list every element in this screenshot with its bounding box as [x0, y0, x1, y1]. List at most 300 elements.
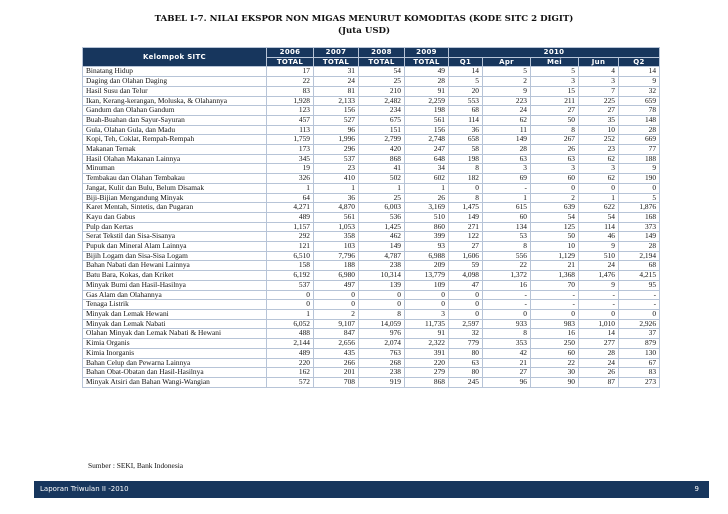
- value-cell: 28: [579, 348, 619, 358]
- table-row: [83, 145, 660, 155]
- value-cell: 220: [405, 358, 449, 368]
- value-cell: 24: [579, 261, 619, 271]
- value-cell: -: [619, 290, 660, 300]
- value-cell: 9: [619, 77, 660, 87]
- value-cell: 37: [619, 329, 660, 339]
- value-cell: 6,192: [267, 271, 314, 281]
- commodity-name: Serat Tekstil dan Sisa-Sisanya: [83, 232, 267, 242]
- table-row: [83, 125, 660, 135]
- header-sub: Mei: [531, 57, 579, 67]
- value-cell: 1: [267, 183, 314, 193]
- value-cell: -: [579, 300, 619, 310]
- value-cell: 279: [405, 368, 449, 378]
- value-cell: 2,597: [449, 319, 483, 329]
- value-cell: 0: [449, 309, 483, 319]
- value-cell: 250: [531, 339, 579, 349]
- commodity-name: Buah-Buahan dan Sayur-Sayuran: [83, 115, 267, 125]
- value-cell: 4,271: [267, 203, 314, 213]
- value-cell: 9,107: [314, 319, 359, 329]
- value-cell: 156: [405, 125, 449, 135]
- value-cell: 3: [531, 164, 579, 174]
- value-cell: 190: [619, 174, 660, 184]
- value-cell: 234: [359, 106, 405, 116]
- value-cell: 50: [531, 115, 579, 125]
- value-cell: 536: [359, 212, 405, 222]
- value-cell: 8: [483, 329, 531, 339]
- value-cell: 639: [531, 203, 579, 213]
- table-title: [0, 13, 728, 37]
- value-cell: 6,510: [267, 251, 314, 261]
- value-cell: 182: [449, 174, 483, 184]
- value-cell: 173: [267, 145, 314, 155]
- value-cell: 27: [449, 242, 483, 252]
- value-cell: 8: [483, 242, 531, 252]
- value-cell: 1,475: [449, 203, 483, 213]
- value-cell: 96: [483, 377, 531, 387]
- value-cell: 10: [579, 125, 619, 135]
- table-row: [83, 290, 660, 300]
- value-cell: 1: [314, 183, 359, 193]
- value-cell: 8: [359, 309, 405, 319]
- table-row: [83, 115, 660, 125]
- value-cell: 238: [359, 368, 405, 378]
- value-cell: 209: [405, 261, 449, 271]
- value-cell: 345: [267, 154, 314, 164]
- value-cell: 32: [619, 86, 660, 96]
- value-cell: 10,314: [359, 271, 405, 281]
- value-cell: 139: [359, 280, 405, 290]
- value-cell: 537: [267, 280, 314, 290]
- value-cell: 8: [449, 164, 483, 174]
- value-cell: 21: [483, 358, 531, 368]
- value-cell: 25: [359, 77, 405, 87]
- value-cell: 54: [531, 212, 579, 222]
- commodity-name: Kimia Organis: [83, 339, 267, 349]
- value-cell: 1: [359, 183, 405, 193]
- table-row: [83, 377, 660, 387]
- value-cell: -: [483, 300, 531, 310]
- value-cell: 292: [267, 232, 314, 242]
- footer-report-title: Laporan Triwulan II -2010: [40, 485, 129, 493]
- value-cell: 134: [483, 222, 531, 232]
- value-cell: 23: [314, 164, 359, 174]
- value-cell: 879: [619, 339, 660, 349]
- value-cell: -: [531, 300, 579, 310]
- value-cell: 462: [359, 232, 405, 242]
- value-cell: 96: [314, 125, 359, 135]
- value-cell: 2: [314, 309, 359, 319]
- table-row: [83, 300, 660, 310]
- value-cell: 1: [405, 183, 449, 193]
- value-cell: 273: [619, 377, 660, 387]
- value-cell: 83: [267, 86, 314, 96]
- value-cell: 3: [483, 164, 531, 174]
- commodity-name: Pupuk dan Mineral Alam Lainnya: [83, 242, 267, 252]
- title-line-2: (Juta USD): [337, 26, 391, 36]
- value-cell: 64: [267, 193, 314, 203]
- value-cell: 168: [619, 212, 660, 222]
- value-cell: 63: [449, 358, 483, 368]
- value-cell: 103: [314, 242, 359, 252]
- value-cell: 90: [531, 377, 579, 387]
- value-cell: 80: [449, 348, 483, 358]
- footer-page-number: 9: [694, 485, 699, 493]
- value-cell: 391: [405, 348, 449, 358]
- value-cell: 675: [359, 115, 405, 125]
- value-cell: 5: [449, 77, 483, 87]
- value-cell: 933: [483, 319, 531, 329]
- value-cell: 2: [483, 77, 531, 87]
- value-cell: 602: [405, 174, 449, 184]
- value-cell: -: [619, 300, 660, 310]
- value-cell: 68: [619, 261, 660, 271]
- value-cell: 11: [483, 125, 531, 135]
- value-cell: 22: [483, 261, 531, 271]
- value-cell: 553: [449, 96, 483, 106]
- value-cell: 25: [359, 193, 405, 203]
- value-cell: 149: [359, 242, 405, 252]
- value-cell: 27: [579, 106, 619, 116]
- table-row: [83, 212, 660, 222]
- table-row: [83, 329, 660, 339]
- commodity-name: Makanan Ternak: [83, 145, 267, 155]
- value-cell: 123: [267, 106, 314, 116]
- value-cell: 510: [405, 212, 449, 222]
- value-cell: 16: [531, 329, 579, 339]
- page-footer: [34, 481, 709, 498]
- value-cell: 410: [314, 174, 359, 184]
- value-cell: -: [483, 183, 531, 193]
- value-cell: 2,656: [314, 339, 359, 349]
- value-cell: 247: [405, 145, 449, 155]
- value-cell: 9: [579, 242, 619, 252]
- value-cell: 9: [483, 86, 531, 96]
- header-year: 2007: [314, 48, 359, 58]
- value-cell: 91: [405, 86, 449, 96]
- value-cell: 15: [531, 86, 579, 96]
- value-cell: 420: [359, 145, 405, 155]
- value-cell: 353: [483, 339, 531, 349]
- value-cell: 27: [483, 368, 531, 378]
- value-cell: 497: [314, 280, 359, 290]
- value-cell: 510: [579, 251, 619, 261]
- table-header: [83, 48, 660, 67]
- value-cell: 9: [579, 280, 619, 290]
- value-cell: 1: [579, 193, 619, 203]
- value-cell: 399: [405, 232, 449, 242]
- value-cell: 63: [483, 154, 531, 164]
- header-sub: Q1: [449, 57, 483, 67]
- value-cell: 46: [579, 232, 619, 242]
- value-cell: 125: [531, 222, 579, 232]
- table-row: [83, 86, 660, 96]
- value-cell: 4: [579, 67, 619, 77]
- value-cell: 6,980: [314, 271, 359, 281]
- value-cell: 1,368: [531, 271, 579, 281]
- value-cell: 210: [359, 86, 405, 96]
- header-year: 2010: [449, 48, 660, 58]
- value-cell: 0: [405, 290, 449, 300]
- value-cell: 489: [267, 348, 314, 358]
- commodity-name: Hasil Susu dan Telur: [83, 86, 267, 96]
- table-row: [83, 271, 660, 281]
- value-cell: 2,259: [405, 96, 449, 106]
- value-cell: 109: [405, 280, 449, 290]
- value-cell: 868: [405, 377, 449, 387]
- table-row: [83, 280, 660, 290]
- value-cell: 60: [531, 174, 579, 184]
- value-cell: 561: [405, 115, 449, 125]
- value-cell: 6,003: [359, 203, 405, 213]
- table-row: [83, 203, 660, 213]
- value-cell: 14: [619, 67, 660, 77]
- value-cell: 149: [449, 212, 483, 222]
- value-cell: 22: [531, 358, 579, 368]
- value-cell: 0: [619, 309, 660, 319]
- value-cell: 54: [579, 212, 619, 222]
- table-row: [83, 154, 660, 164]
- commodity-name: Bahan Nabati dan Hewani Lainnya: [83, 261, 267, 271]
- value-cell: 35: [579, 115, 619, 125]
- value-cell: 1,372: [483, 271, 531, 281]
- value-cell: 59: [449, 261, 483, 271]
- value-cell: 0: [483, 309, 531, 319]
- value-cell: 976: [359, 329, 405, 339]
- header-sub: TOTAL: [405, 57, 449, 67]
- value-cell: 62: [579, 174, 619, 184]
- value-cell: 2,799: [359, 135, 405, 145]
- header-sub: TOTAL: [267, 57, 314, 67]
- value-cell: 860: [405, 222, 449, 232]
- value-cell: 983: [531, 319, 579, 329]
- table-row: [83, 339, 660, 349]
- value-cell: 24: [483, 106, 531, 116]
- value-cell: 28: [619, 242, 660, 252]
- source-note: Sumber : SEKI, Bank Indonesia: [88, 461, 184, 470]
- header-sub: Q2: [619, 57, 660, 67]
- value-cell: 95: [619, 280, 660, 290]
- value-cell: 659: [619, 96, 660, 106]
- value-cell: 3: [531, 77, 579, 87]
- value-cell: 26: [405, 193, 449, 203]
- table-row: [83, 106, 660, 116]
- value-cell: 5: [531, 67, 579, 77]
- value-cell: 27: [531, 106, 579, 116]
- value-cell: 0: [267, 290, 314, 300]
- value-cell: 68: [449, 106, 483, 116]
- table-row: [83, 174, 660, 184]
- table-row: [83, 164, 660, 174]
- value-cell: 130: [619, 348, 660, 358]
- value-cell: 62: [483, 115, 531, 125]
- value-cell: 34: [405, 164, 449, 174]
- commodity-name: Daging dan Olahan Daging: [83, 77, 267, 87]
- value-cell: 24: [579, 358, 619, 368]
- value-cell: 113: [267, 125, 314, 135]
- value-cell: 220: [267, 358, 314, 368]
- value-cell: 1,010: [579, 319, 619, 329]
- value-cell: 1,476: [579, 271, 619, 281]
- value-cell: 225: [579, 96, 619, 106]
- value-cell: 5: [619, 193, 660, 203]
- value-cell: 488: [267, 329, 314, 339]
- value-cell: 0: [449, 290, 483, 300]
- value-cell: 81: [314, 86, 359, 96]
- value-cell: 28: [405, 77, 449, 87]
- value-cell: 0: [619, 183, 660, 193]
- value-cell: 0: [449, 300, 483, 310]
- value-cell: 50: [531, 232, 579, 242]
- value-cell: 1,928: [267, 96, 314, 106]
- value-cell: 158: [267, 261, 314, 271]
- value-cell: 1,606: [449, 251, 483, 261]
- value-cell: 8: [531, 125, 579, 135]
- commodity-name: Kopi, Teh, Coklat, Rempah-Rempah: [83, 135, 267, 145]
- table-row: [83, 67, 660, 77]
- value-cell: 11,735: [405, 319, 449, 329]
- value-cell: 80: [449, 368, 483, 378]
- table-row: [83, 251, 660, 261]
- value-cell: 267: [531, 135, 579, 145]
- value-cell: 7: [579, 86, 619, 96]
- value-cell: 1,053: [314, 222, 359, 232]
- value-cell: 0: [359, 290, 405, 300]
- commodity-name: Tenaga Listrik: [83, 300, 267, 310]
- value-cell: 3,169: [405, 203, 449, 213]
- value-cell: 20: [449, 86, 483, 96]
- value-cell: 47: [449, 280, 483, 290]
- value-cell: 9: [619, 164, 660, 174]
- value-cell: 23: [579, 145, 619, 155]
- value-cell: 121: [267, 242, 314, 252]
- value-cell: 149: [483, 135, 531, 145]
- value-cell: 1: [267, 309, 314, 319]
- value-cell: 277: [579, 339, 619, 349]
- value-cell: 868: [359, 154, 405, 164]
- value-cell: 198: [405, 106, 449, 116]
- value-cell: 4,787: [359, 251, 405, 261]
- value-cell: 58: [449, 145, 483, 155]
- value-cell: 2,133: [314, 96, 359, 106]
- value-cell: 238: [359, 261, 405, 271]
- table-row: [83, 96, 660, 106]
- value-cell: 1,759: [267, 135, 314, 145]
- value-cell: 658: [449, 135, 483, 145]
- value-cell: 296: [314, 145, 359, 155]
- value-cell: 162: [267, 368, 314, 378]
- value-cell: 6,052: [267, 319, 314, 329]
- value-cell: 556: [483, 251, 531, 261]
- value-cell: 8: [449, 193, 483, 203]
- table-row: [83, 222, 660, 232]
- value-cell: 188: [314, 261, 359, 271]
- value-cell: 4,098: [449, 271, 483, 281]
- value-cell: 14: [449, 67, 483, 77]
- value-cell: 122: [449, 232, 483, 242]
- table-row: [83, 135, 660, 145]
- value-cell: 2,748: [405, 135, 449, 145]
- value-cell: 201: [314, 368, 359, 378]
- value-cell: 19: [267, 164, 314, 174]
- value-cell: 83: [619, 368, 660, 378]
- value-cell: 24: [314, 77, 359, 87]
- commodity-name: Kimia Inorganis: [83, 348, 267, 358]
- value-cell: 26: [531, 145, 579, 155]
- commodity-name: Minyak dan Lemak Nabati: [83, 319, 267, 329]
- table-row: [83, 193, 660, 203]
- value-cell: 114: [449, 115, 483, 125]
- value-cell: 0: [314, 290, 359, 300]
- value-cell: 60: [483, 212, 531, 222]
- value-cell: 10: [531, 242, 579, 252]
- header-year: 2006: [267, 48, 314, 58]
- value-cell: 69: [483, 174, 531, 184]
- value-cell: 17: [267, 67, 314, 77]
- value-cell: 223: [483, 96, 531, 106]
- value-cell: 1,876: [619, 203, 660, 213]
- value-cell: 54: [359, 67, 405, 77]
- value-cell: 1,996: [314, 135, 359, 145]
- table-row: [83, 242, 660, 252]
- value-cell: 36: [449, 125, 483, 135]
- value-cell: 42: [483, 348, 531, 358]
- table-row: [83, 183, 660, 193]
- value-cell: 31: [314, 67, 359, 77]
- value-cell: 36: [314, 193, 359, 203]
- commodity-name: Bijih Logam dan Sisa-Sisa Logam: [83, 251, 267, 261]
- table-row: [83, 348, 660, 358]
- value-cell: 3: [405, 309, 449, 319]
- commodity-name: Binatang Hidup: [83, 67, 267, 77]
- commodity-name: Tembakau dan Olahan Tembakau: [83, 174, 267, 184]
- header-sub: TOTAL: [314, 57, 359, 67]
- value-cell: 41: [359, 164, 405, 174]
- value-cell: 53: [483, 232, 531, 242]
- value-cell: 0: [267, 300, 314, 310]
- value-cell: 457: [267, 115, 314, 125]
- value-cell: 537: [314, 154, 359, 164]
- value-cell: 2,144: [267, 339, 314, 349]
- value-cell: 198: [449, 154, 483, 164]
- value-cell: 779: [449, 339, 483, 349]
- value-cell: 3: [579, 164, 619, 174]
- value-cell: 268: [359, 358, 405, 368]
- value-cell: 14,059: [359, 319, 405, 329]
- value-cell: 1,157: [267, 222, 314, 232]
- value-cell: 2,926: [619, 319, 660, 329]
- value-cell: 93: [405, 242, 449, 252]
- value-cell: 2,322: [405, 339, 449, 349]
- table-row: [83, 232, 660, 242]
- commodity-name: Gandum dan Olahan Gandum: [83, 106, 267, 116]
- value-cell: 1: [483, 193, 531, 203]
- value-cell: 0: [449, 183, 483, 193]
- commodity-name: Gas Alam dan Olahannya: [83, 290, 267, 300]
- value-cell: 151: [359, 125, 405, 135]
- value-cell: 13,779: [405, 271, 449, 281]
- commodity-name: Bahan Obat-Obatan dan Hasil-Hasilnya: [83, 368, 267, 378]
- value-cell: 622: [579, 203, 619, 213]
- value-cell: 1,425: [359, 222, 405, 232]
- value-cell: 0: [531, 183, 579, 193]
- commodity-name: Karet Mentah, Sintetis, dan Pugaran: [83, 203, 267, 213]
- value-cell: 6,988: [405, 251, 449, 261]
- table-row: [83, 261, 660, 271]
- value-cell: 326: [267, 174, 314, 184]
- value-cell: 63: [531, 154, 579, 164]
- value-cell: 16: [483, 280, 531, 290]
- value-cell: 49: [405, 67, 449, 77]
